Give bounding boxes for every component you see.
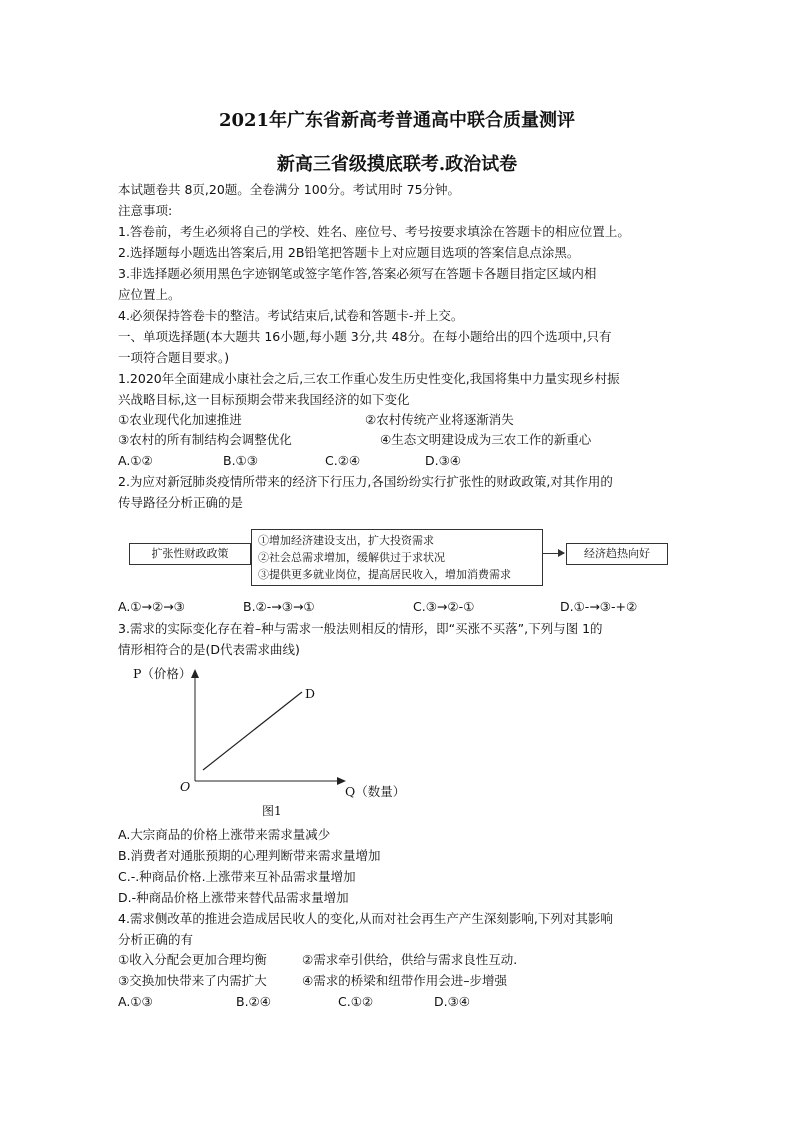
figure-caption: 图1 (262, 804, 282, 818)
q3-option-a[interactable]: A.大宗商品的价格上涨带来需求量减少 (118, 827, 331, 842)
q4-item: ①收入分配会更加合理均衡 (118, 952, 267, 967)
curve-label: D (305, 686, 316, 701)
q3-stem: 情形相符合的是(D代表需求曲线) (118, 642, 300, 657)
page-title: 2021年广东省新高考普通高中联合质量测评 (218, 110, 576, 131)
q1-item: ④生态文明建设成为三农工作的新重心 (380, 432, 592, 447)
q1-stem: 兴战略目标,这一目标预期会带来我国经济的如下变化 (118, 392, 410, 407)
flow-box-right: 经济趋热向好 (566, 543, 668, 565)
flow-step-2: ②社会总需求增加，缓解供过于求状况 (258, 551, 445, 564)
q3-option-b[interactable]: B.消费者对通胀预期的心理判断带来需求量增加 (118, 848, 381, 863)
q4-item: ④需求的桥梁和纽带作用会进–步增强 (302, 973, 507, 988)
flow-box-middle (251, 529, 543, 586)
note-line: 4.必须保持答卷卡的整洁。考试结束后,试卷和答题卡-并上交。 (118, 308, 464, 323)
q3-option-d[interactable]: D.-种商品价格上涨带来替代品需求量增加 (118, 890, 349, 905)
q3-option-c[interactable]: C.-.种商品价格.上涨带来互补品需求量增加 (118, 869, 356, 884)
y-axis-label: P（价格） (133, 666, 192, 681)
note-line: 1.答卷前，考生必须将自己的学校、姓名、座位号、考号按要求填涂在答题卡的相应位置上。 (118, 224, 630, 239)
q1-item: ①农业现代化加速推进 (118, 412, 242, 427)
q4-option-a[interactable]: A.①③ (118, 994, 153, 1009)
flow-step-1: ①增加经济建设支出，扩大投资需求 (258, 534, 434, 547)
q2-option-c[interactable]: C.③→②-① (413, 599, 475, 614)
flow-step-3: ③提供更多就业岗位，提高居民收入，增加消费需求 (258, 568, 511, 581)
flow-arrow (543, 553, 564, 554)
note-line: 应位置上。 (118, 287, 181, 302)
notes-heading: 注意事项: (118, 203, 173, 218)
y-axis-arrow (191, 669, 199, 678)
q2-option-b[interactable]: B.②-→③→① (243, 599, 315, 614)
q4-option-d[interactable]: D.③④ (434, 994, 471, 1009)
q4-stem: 4.需求侧改革的推进会造成居民收人的变化,从而对社会再生产产生深刻影响,下列对其影响 (118, 911, 613, 926)
q1-option-a[interactable]: A.①② (118, 453, 153, 468)
x-axis-label: Q（数量） (345, 784, 406, 799)
q4-item: ②需求牵引供给，供给与需求良性互动. (302, 952, 518, 967)
origin-label: O (180, 779, 191, 794)
section-heading: 一、单项选择题(本大题共 16小题,每小题 3分,共 48分。在每小题给出的四个选项中,只有 (118, 329, 612, 344)
flow-box-left: 扩张性财政政策 (129, 543, 251, 565)
note-line: 3.非选择题必须用黑色字迹钢笔或签字笔作答,答案必须写在答题卡各题目指定区域内相 (118, 266, 597, 281)
exam-info: 本试题卷共 8页,20题。全卷满分 100分。考试用时 75分钟。 (118, 182, 461, 197)
q1-option-b[interactable]: B.①③ (223, 453, 258, 468)
q2-option-d[interactable]: D.①-→③-+② (560, 599, 638, 614)
q4-option-c[interactable]: C.①② (338, 994, 374, 1009)
q4-option-b[interactable]: B.②④ (236, 994, 271, 1009)
q4-stem: 分析正确的有 (118, 932, 194, 947)
note-line: 2.选择题每小题选出答案后,用 2B铅笔把答题卡上对应题目选项的答案信息点涂黑。 (118, 245, 580, 260)
q3-stem: 3.需求的实际变化存在着–种与需求一般法则相反的情形，即“买涨不买落”,下列与图 1的 (118, 621, 603, 636)
q1-item: ②农村传统产业将逐渐消失 (365, 412, 514, 427)
q1-option-c[interactable]: C.②④ (325, 453, 361, 468)
q2-option-a[interactable]: A.①→②→③ (118, 599, 185, 614)
q1-item: ③农村的所有制结构会调整优化 (118, 432, 292, 447)
page-subtitle: 新高三省级摸底联考.政治试卷 (276, 154, 518, 175)
demand-curve (203, 692, 302, 770)
q2-stem: 2.为应对新冠肺炎疫情所带来的经济下行压力,各国纷纷实行扩张性的财政政策,对其作用的 (118, 474, 613, 489)
q2-stem: 传导路径分析正确的是 (118, 495, 244, 510)
q4-item: ③交换加快带来了内需扩大 (118, 973, 267, 988)
q1-stem: 1.2020年全面建成小康社会之后,三农工作重心发生历史性变化,我国将集中力量实现乡村振 (118, 371, 620, 386)
q1-option-d[interactable]: D.③④ (425, 453, 462, 468)
section-heading-cont: 一项符合题目要求。) (118, 350, 230, 365)
